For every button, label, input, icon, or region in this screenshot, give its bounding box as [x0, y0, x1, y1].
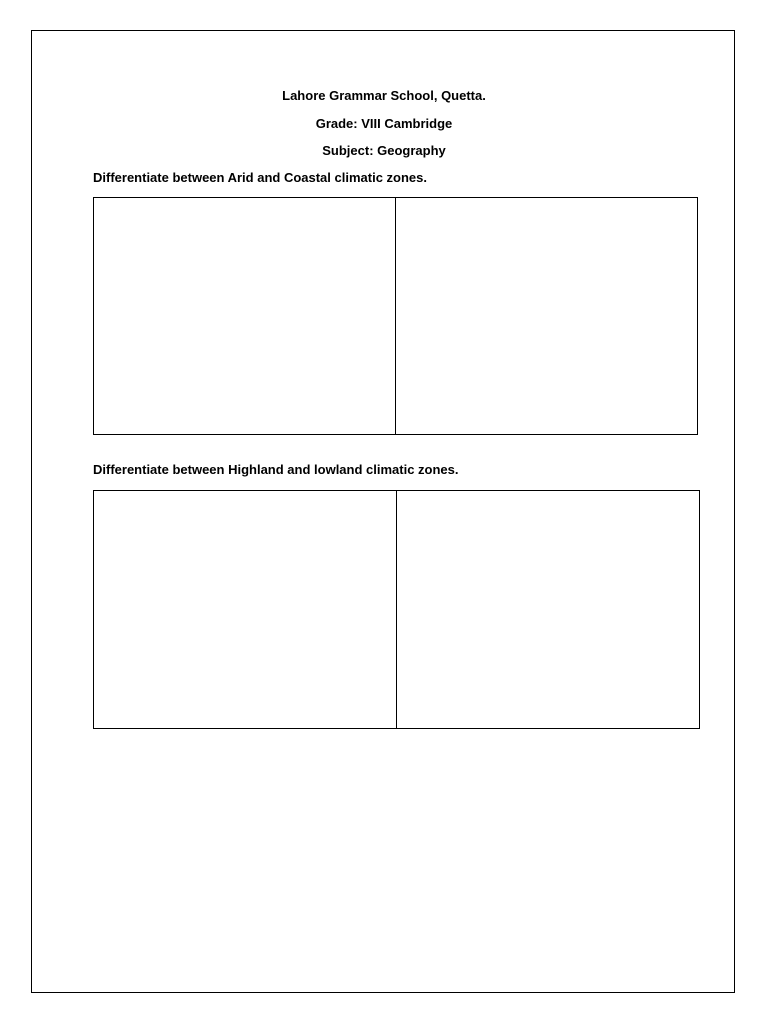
answer-table-2 [93, 490, 700, 729]
school-name: Lahore Grammar School, Quetta. [282, 88, 486, 103]
grade-line: Grade: VIII Cambridge [315, 116, 453, 131]
answer-cell-left[interactable] [94, 491, 397, 729]
answer-cell-right[interactable] [396, 198, 698, 435]
answer-cell-left[interactable] [94, 198, 396, 435]
question-2: Differentiate between Highland and lowland climatic zones. [93, 462, 459, 477]
question-1: Differentiate between Arid and Coastal climatic zones. [93, 170, 427, 185]
answer-cell-right[interactable] [397, 491, 700, 729]
subject-line: Subject: Geography [322, 143, 446, 158]
answer-table-1 [93, 197, 698, 435]
